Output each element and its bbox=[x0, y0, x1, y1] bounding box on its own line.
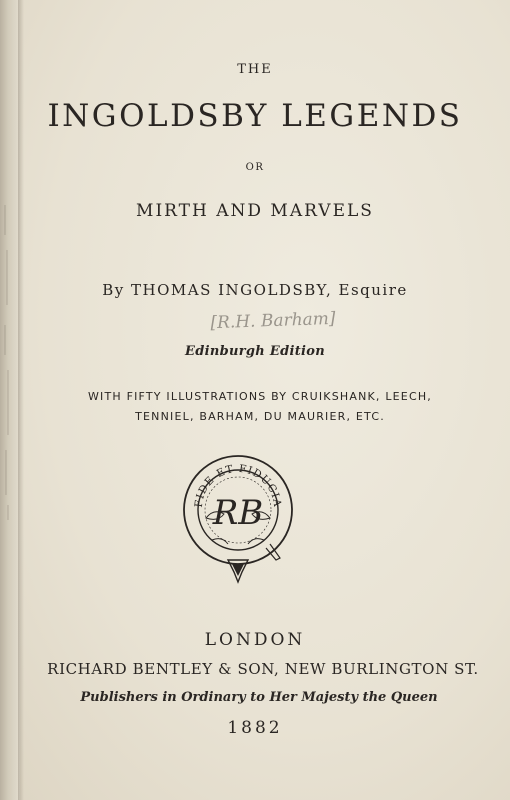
bleed-through-text bbox=[2, 195, 12, 525]
seal-motto: FIDE ET FIDUCIA bbox=[192, 462, 284, 509]
book-title: INGOLDSBY LEGENDS bbox=[47, 98, 463, 134]
the-heading: THE bbox=[237, 62, 273, 77]
publisher-line: RICHARD BENTLEY & SON, NEW BURLINGTON ST. bbox=[47, 660, 479, 678]
book-subtitle: MIRTH AND MARVELS bbox=[136, 201, 374, 221]
illustrations-line-2: TENNIEL, BARHAM, DU MAURIER, ETC. bbox=[135, 410, 385, 423]
publisher-appointment: Publishers in Ordinary to Her Majesty the Queen bbox=[80, 690, 438, 705]
illustrations-line-1: WITH FIFTY ILLUSTRATIONS BY CRUIKSHANK, LEECH, bbox=[87, 390, 433, 403]
author-line: By THOMAS INGOLDSBY, Esquire bbox=[102, 281, 408, 299]
city-line: LONDON bbox=[204, 630, 306, 650]
seal-monogram: RB bbox=[212, 493, 264, 533]
publication-year: 1882 bbox=[227, 718, 283, 738]
handwritten-pencil-note bbox=[168, 302, 378, 338]
edition-label: Edinburgh Edition bbox=[185, 344, 325, 359]
or-connector: OR bbox=[245, 162, 265, 173]
garter-seal-icon bbox=[180, 448, 295, 586]
handwritten-note-text: [R.H. Barham] bbox=[210, 308, 336, 334]
